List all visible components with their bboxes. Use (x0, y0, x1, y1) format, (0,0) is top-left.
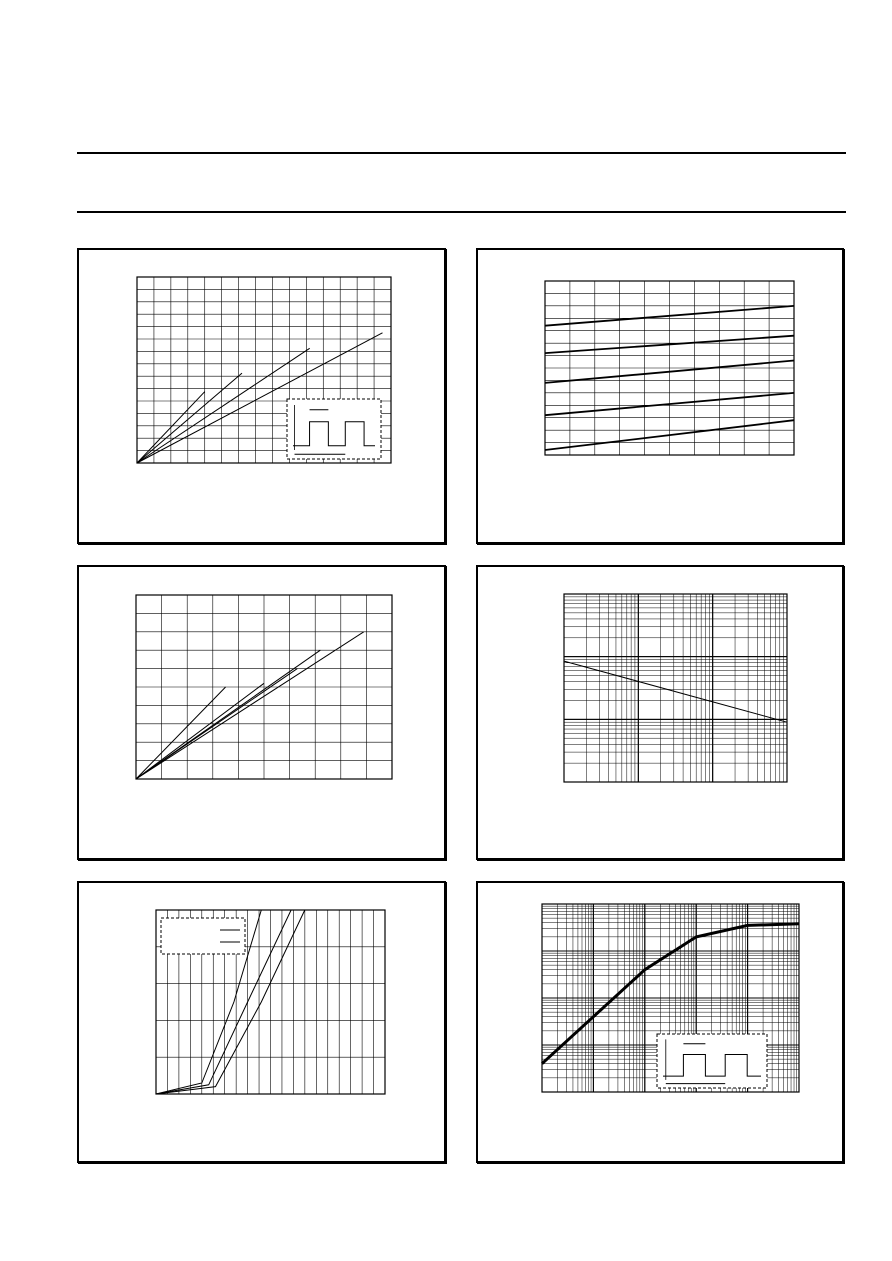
header-rule-top (77, 152, 846, 154)
header-rule-bottom (77, 211, 846, 213)
figure-panel-3 (77, 565, 446, 860)
figure-panel-4 (476, 565, 844, 860)
pulse-inset-frame (657, 1034, 767, 1088)
chart-2 (478, 250, 844, 544)
figure-panel-5 (77, 881, 446, 1163)
legend-box (161, 918, 245, 954)
chart-4 (478, 567, 844, 860)
chart-6 (478, 883, 844, 1163)
plot-frame (564, 594, 787, 782)
figure-panel-1 (77, 248, 446, 544)
figure-panel-2 (476, 248, 844, 544)
chart-3 (79, 567, 446, 860)
chart-5 (79, 883, 446, 1163)
pulse-inset-frame (287, 399, 381, 459)
figure-panel-6 (476, 881, 844, 1163)
chart-1 (79, 250, 446, 544)
